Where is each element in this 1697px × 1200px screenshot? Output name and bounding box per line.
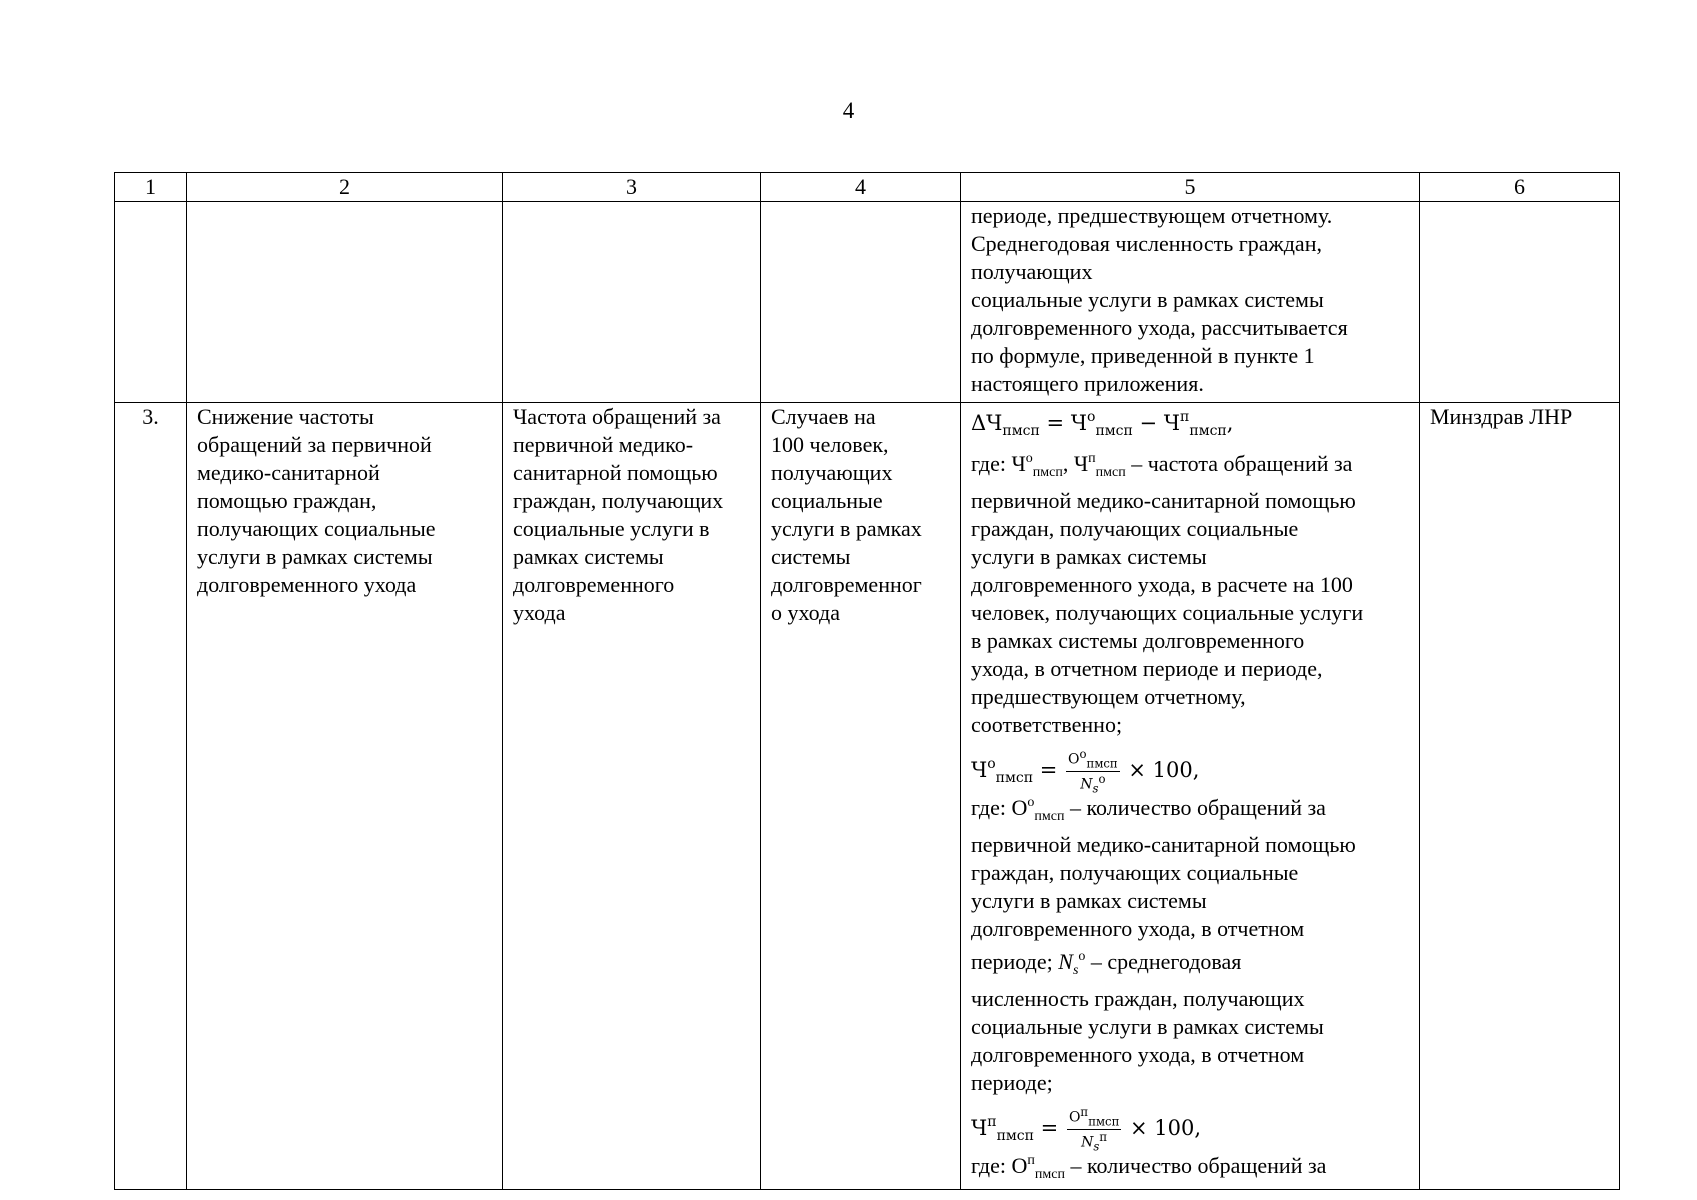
text-line: ухода — [513, 600, 566, 625]
text-line: численность граждан, получающих — [971, 986, 1305, 1011]
text-line: периоде, предшествующем отчетному. — [971, 203, 1333, 228]
text-line: Снижение частоты — [197, 404, 374, 429]
text-line: долговременного — [513, 572, 675, 597]
text-line: о ухода — [771, 600, 840, 625]
text-line: Случаев на — [771, 404, 876, 429]
header-col-5: 5 — [961, 173, 1420, 202]
cell-method-continued — [961, 202, 1420, 403]
cell-calculation-method — [961, 403, 1420, 1190]
text-line: получающих — [771, 460, 893, 485]
header-col-1: 1 — [115, 173, 187, 202]
text-line: долговременног — [771, 572, 922, 597]
cell-responsible: Минздрав ЛНР — [1420, 403, 1620, 1190]
text-line: долговременного ухода — [197, 572, 417, 597]
table-row — [115, 202, 1620, 403]
text-line: услуги в рамках — [771, 516, 922, 541]
cell-empty — [1420, 202, 1620, 403]
text-line: периоде; — [971, 1070, 1053, 1095]
text-line: долговременного ухода, рассчитывается — [971, 315, 1348, 340]
table-row — [115, 403, 1620, 1190]
cell-empty — [115, 202, 187, 403]
cell-indicator-name — [187, 403, 503, 1190]
cell-empty — [761, 202, 961, 403]
text-line: 100 человек, — [771, 432, 889, 457]
cell-indicator-description — [503, 403, 761, 1190]
cell-empty — [503, 202, 761, 403]
text-line: соответственно; — [971, 712, 1123, 737]
formula-delta: $\Delta Ч_{пмсп} = Ч^о_{пмсп} - Ч^п_{пмсп}$, — [971, 409, 1234, 439]
text-line: рамках системы — [513, 544, 664, 569]
text-line: системы — [771, 544, 851, 569]
text-line: предшествующем отчетному, — [971, 684, 1246, 709]
text-line: первичной медико-санитарной помощью — [971, 488, 1356, 513]
header-col-4: 4 — [761, 173, 961, 202]
text-line: услуги в рамках системы — [971, 544, 1207, 569]
text-line: социальные услуги в рамках системы — [971, 1014, 1324, 1039]
text-line: социальные услуги в — [513, 516, 710, 541]
text-line: получающих социальные — [197, 516, 436, 541]
text-line: граждан, получающих социальные — [971, 860, 1299, 885]
header-row — [115, 173, 1620, 202]
cell-unit — [761, 403, 961, 1190]
text-line: долговременного ухода, в отчетном — [971, 916, 1305, 941]
text-line: Частота обращений за — [513, 404, 721, 429]
page-number: 4 — [842, 98, 855, 123]
text-line: по формуле, приведенной в пункте 1 — [971, 343, 1315, 368]
text-line: ухода, в отчетном периоде и периоде, — [971, 656, 1323, 681]
text-line: услуги в рамках системы — [971, 888, 1207, 913]
text-line: обращений за первичной — [197, 432, 432, 457]
formula-frequency-current: $Ч^о_{пмсп}$ = $\frac{О^о_{пмсп}}{N_s^о}$ × 100, — [971, 746, 1200, 796]
text-line: граждан, получающих — [513, 488, 724, 513]
row-number: 3. — [115, 403, 187, 1190]
text-line: услуги в рамках системы — [197, 544, 433, 569]
header-col-2: 2 — [187, 173, 503, 202]
text-line: помощью граждан, — [197, 488, 377, 513]
text-line: первичной медико- — [513, 432, 694, 457]
text-line: санитарной помощью — [513, 460, 718, 485]
header-col-6: 6 — [1420, 173, 1620, 202]
text-line: социальные услуги в рамках системы — [971, 287, 1324, 312]
formula-frequency-previous: $Ч^п_{пмсп}$ = $\frac{О^п_{пмсп}}{N_s^п}$ × 100, — [971, 1104, 1202, 1154]
text-line: где: $О^о_{пмсп}$ – количество обращений за — [971, 795, 1326, 824]
text-line: человек, получающих социальные услуги — [971, 600, 1364, 625]
text-line: настоящего приложения. — [971, 371, 1204, 396]
document-table — [114, 172, 1620, 1190]
text-line: граждан, получающих социальные — [971, 516, 1299, 541]
header-col-3: 3 — [503, 173, 761, 202]
text-line: периоде; $N_s^о$ – среднегодовая — [971, 949, 1242, 978]
text-line: социальные — [771, 488, 883, 513]
text-line: первичной медико-санитарной помощью — [971, 832, 1356, 857]
text-line: медико-санитарной — [197, 460, 380, 485]
text-line: Среднегодовая численность граждан, — [971, 231, 1322, 256]
text-line: долговременного ухода, в отчетном — [971, 1042, 1305, 1067]
text-line: в рамках системы долговременного — [971, 628, 1305, 653]
cell-empty — [187, 202, 503, 403]
text-line: где: $Ч^о_{пмсп}$, $Ч^п_{пмсп}$ – частота обращений за — [971, 451, 1353, 480]
text-line: получающих — [971, 259, 1093, 284]
text-line: долговременного ухода, в расчете на 100 — [971, 572, 1353, 597]
text-line: где: $О^п_{пмсп}$ – количество обращений за — [971, 1153, 1327, 1182]
